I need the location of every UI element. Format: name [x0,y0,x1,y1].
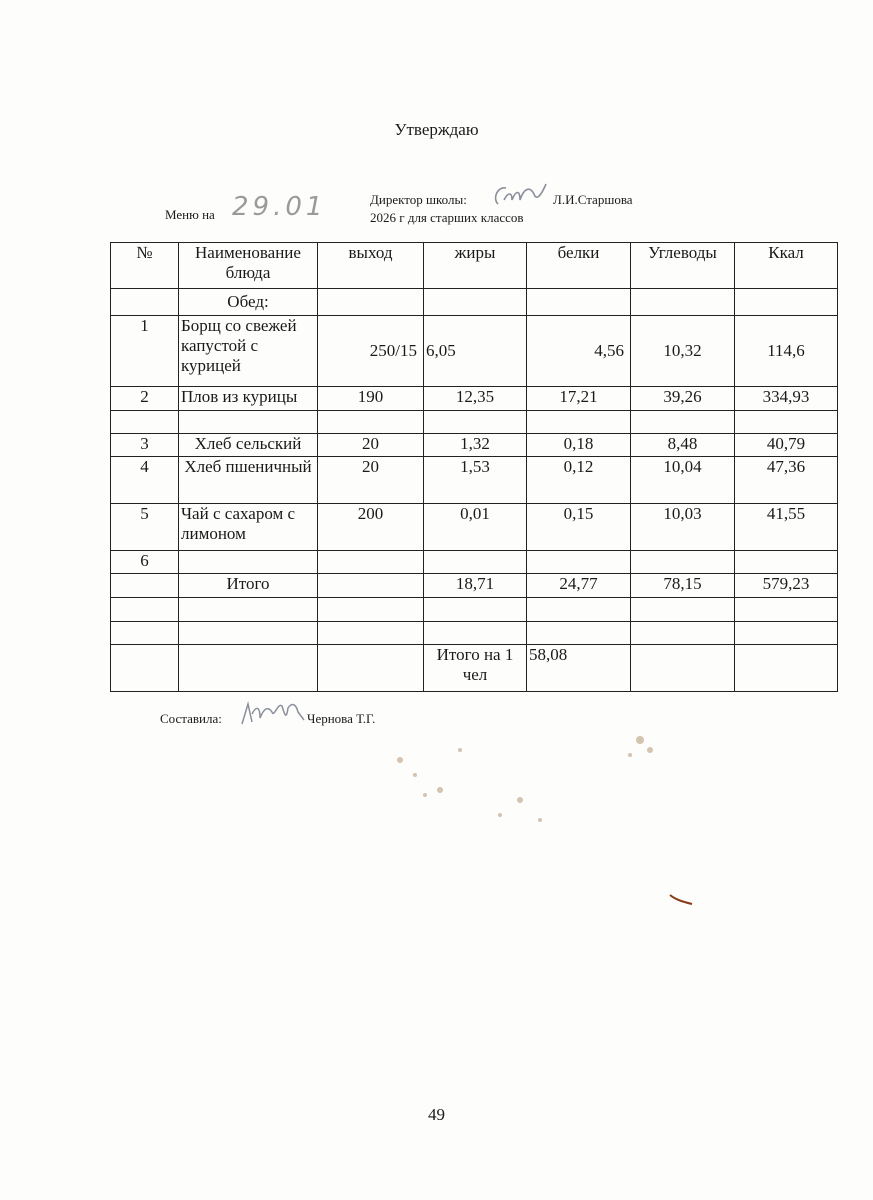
page-number: 49 [428,1105,445,1124]
table-row [111,457,838,504]
compiled-label: Составила: [160,711,222,726]
table-row [111,316,838,387]
compiler-name: Чернова Т.Г. [307,711,376,726]
table-row [111,504,838,551]
row-fat: 6,05 [424,316,527,387]
row-fat: 1,53 [424,457,527,504]
approval-heading: Утверждаю [394,120,479,139]
row-name: Плов из курицы [179,387,318,411]
row-name: Борщ со свежей капустой с курицей [179,316,318,387]
row-kcal: 334,93 [735,387,838,411]
menu-label: Меню на [165,207,215,222]
row-out: 200 [318,504,424,551]
row-num: 1 [111,316,179,387]
row-protein: 17,21 [527,387,631,411]
row-carbs: 10,32 [631,316,735,387]
row-name: Хлеб пшеничный [179,457,318,504]
section-label: Обед: [179,289,318,316]
table-row [111,551,838,574]
compiler-signature [238,696,310,730]
paper-stain [380,720,700,920]
row-fat: 12,35 [424,387,527,411]
header-out: выход [318,243,424,289]
row-num: 3 [111,434,179,457]
row-carbs: 39,26 [631,387,735,411]
row-num: 6 [111,551,179,574]
empty-row [111,598,838,622]
header-carbs: Углеводы [631,243,735,289]
total-carbs: 78,15 [631,574,735,598]
row-out: 190 [318,387,424,411]
total-row [111,574,838,598]
header-num: № [111,243,179,289]
director-signature [488,180,558,212]
total-protein: 24,77 [527,574,631,598]
header-fat: жиры [424,243,527,289]
empty-row [111,622,838,645]
menu-table [110,242,838,692]
total-kcal: 579,23 [735,574,838,598]
director-label: Директор школы: [370,192,467,207]
per-person-row [111,645,838,692]
row-out: 250/15 [318,316,424,387]
header-protein: белки [527,243,631,289]
per-person-label: Итого на 1 чел [424,645,527,692]
table-header-row [111,243,838,289]
row-kcal: 41,55 [735,504,838,551]
row-num: 4 [111,457,179,504]
total-fat: 18,71 [424,574,527,598]
grade-line: 2026 г для старших классов [370,210,524,225]
row-carbs: 10,03 [631,504,735,551]
row-name: Чай с сахаром с лимоном [179,504,318,551]
row-carbs: 8,48 [631,434,735,457]
row-kcal: 114,6 [735,316,838,387]
header-name: Наименование блюда [179,243,318,289]
row-kcal: 40,79 [735,434,838,457]
row-protein: 0,12 [527,457,631,504]
row-out: 20 [318,457,424,504]
row-kcal: 47,36 [735,457,838,504]
row-out: 20 [318,434,424,457]
director-name: Л.И.Старшова [553,192,633,207]
header-kcal: Ккал [735,243,838,289]
table-row [111,434,838,457]
per-person-value: 58,08 [527,645,631,692]
row-protein: 0,18 [527,434,631,457]
row-num: 5 [111,504,179,551]
row-num: 2 [111,387,179,411]
section-row [111,289,838,316]
empty-row [111,411,838,434]
row-fat: 0,01 [424,504,527,551]
table-row [111,387,838,411]
row-name: Хлеб сельский [179,434,318,457]
total-label: Итого [179,574,318,598]
row-protein: 0,15 [527,504,631,551]
handwritten-date: 29.01 [232,192,327,222]
row-carbs: 10,04 [631,457,735,504]
row-fat: 1,32 [424,434,527,457]
row-protein: 4,56 [527,316,631,387]
